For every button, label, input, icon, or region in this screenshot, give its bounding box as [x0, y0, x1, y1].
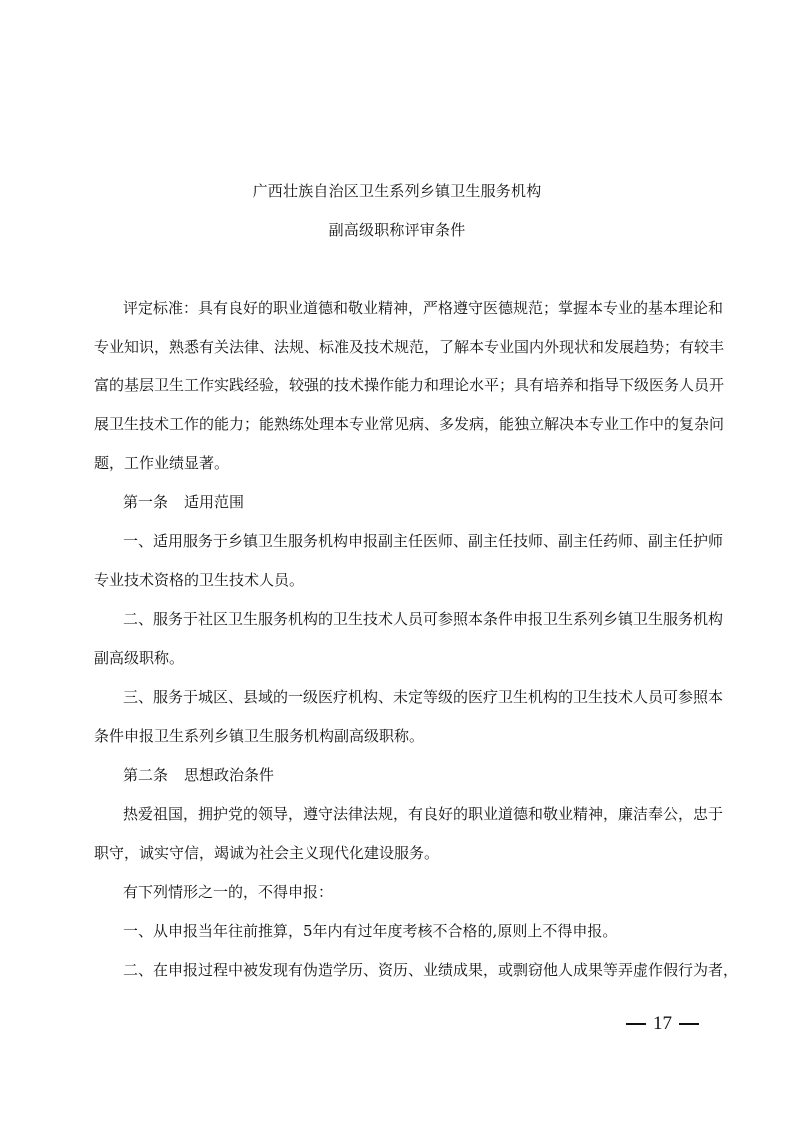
page-number: 17	[653, 1013, 672, 1034]
article1-item3-line1: 三、服务于城区、县域的一级医疗机构、未定等级的医疗卫生机构的卫生技术人员可参照本	[123, 688, 724, 706]
article1-heading	[123, 492, 688, 512]
standard-line-3: 富的基层卫生工作实践经验，较强的技术操作能力和理论水平；具有培养和指导下级医务人员开	[94, 376, 725, 394]
article2-text-line2: 职守，诚实守信，竭诚为社会主义现代化建设服务。	[94, 844, 440, 862]
restriction-item-1: 一、从申报当年往前推算，5年内有过年度考核不合格的,原则上不得申报。	[123, 922, 618, 940]
standard-line-1: 评定标准：具有良好的职业道德和敬业精神，严格遵守医德规范；掌握本专业的基本理论和	[123, 299, 724, 317]
page-footer	[626, 1012, 699, 1036]
article2-number: 第二条	[123, 766, 169, 784]
article2-heading	[123, 765, 688, 785]
restriction-intro: 有下列情形之一的，不得申报：	[123, 883, 334, 901]
standard-line-5: 题，工作业绩显著。	[94, 454, 230, 472]
standard-line-2: 专业知识，熟悉有关法律、法规、标准及技术规范，了解本专业国内外现状和发展趋势；有较丰	[94, 338, 725, 356]
standard-line-4: 展卫生技术工作的能力；能熟练处理本专业常见病、多发病，能独立解决本专业工作中的复杂问	[94, 415, 725, 433]
article1-item3-line2: 条件申报卫生系列乡镇卫生服务机构副高级职称。	[94, 727, 425, 745]
document-title-line1: 广西壮族自治区卫生系列乡镇卫生服务机构	[252, 182, 542, 200]
article1-title: 适用范围	[184, 493, 245, 511]
article1-number: 第一条	[123, 493, 169, 511]
article2-title: 思想政治条件	[184, 766, 275, 784]
footer-dash-right	[679, 1023, 699, 1025]
article1-item1-line2: 专业技术资格的卫生技术人员。	[94, 571, 305, 589]
document-title-line2: 副高级职称评审条件	[328, 221, 466, 239]
footer-dash-left	[626, 1023, 646, 1025]
article1-item1-line1: 一、适用服务于乡镇卫生服务机构申报副主任医师、副主任技师、副主任药师、副主任护师	[123, 532, 724, 550]
article2-text-line1: 热爱祖国，拥护党的领导，遵守法律法规，有良好的职业道德和敬业精神，廉洁奉公，忠于	[123, 805, 724, 823]
article1-item2-line1: 二、服务于社区卫生服务机构的卫生技术人员可参照本条件申报卫生系列乡镇卫生服务机构	[123, 610, 724, 628]
restriction-item-2: 二、在申报过程中被发现有伪造学历、资历、业绩成果，或剽窃他人成果等弄虚作假行为者，	[123, 961, 739, 979]
article1-item2-line2: 副高级职称。	[94, 649, 185, 667]
